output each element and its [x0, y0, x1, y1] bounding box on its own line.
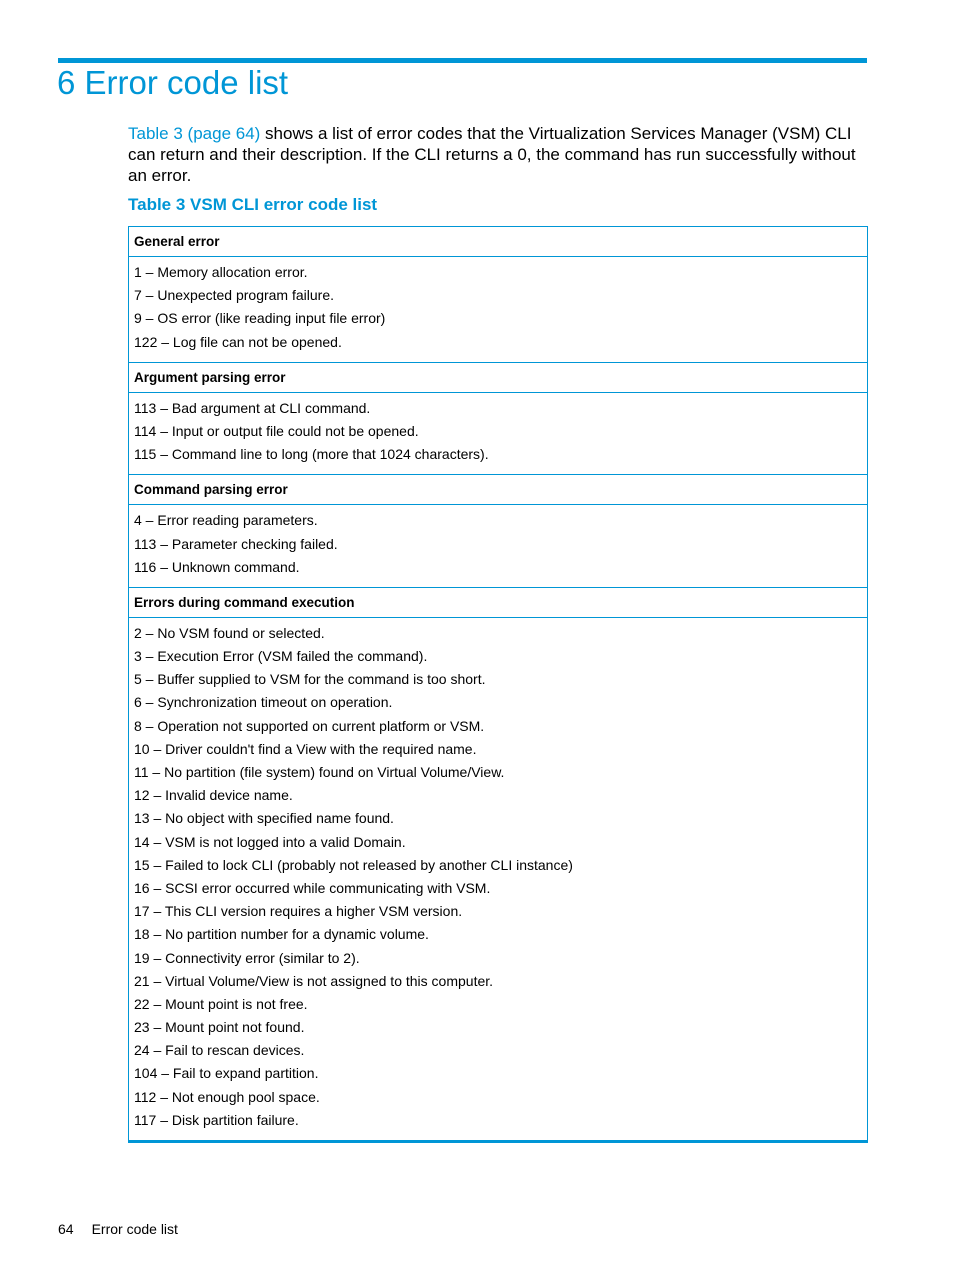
error-code-item: 5 – Buffer supplied to VSM for the command is too short.: [134, 671, 486, 688]
section-body: [129, 257, 868, 363]
section-heading-row: [129, 475, 868, 505]
error-code-item: 113 – Bad argument at CLI command.: [134, 399, 371, 416]
error-code-item: 12 – Invalid device name.: [134, 787, 293, 804]
error-code-item: 116 – Unknown command.: [134, 558, 300, 575]
error-code-table: [128, 226, 868, 1143]
section-heading-row: [129, 227, 868, 257]
table-caption: Table 3 VSM CLI error code list: [128, 195, 378, 214]
error-code-item: 115 – Command line to long (more that 1024 characters).: [134, 446, 489, 463]
error-code-item: 114 – Input or output file could not be opened.: [134, 422, 419, 439]
error-code-item: 17 – This CLI version requires a higher VSM version.: [134, 903, 463, 920]
section-heading: General error: [129, 227, 868, 257]
page-footer: [58, 1221, 178, 1237]
section-heading-row: [129, 362, 868, 392]
error-code-item: 9 – OS error (like reading input file error): [134, 310, 386, 327]
error-code-item: 2 – No VSM found or selected.: [134, 624, 325, 641]
error-code-item: 6 – Synchronization timeout on operation.: [134, 694, 393, 711]
intro-paragraph: [128, 123, 868, 186]
error-code-item: 3 – Execution Error (VSM failed the command).: [134, 648, 428, 665]
section-body: [129, 505, 868, 588]
error-code-item: 8 – Operation not supported on current platform or VSM.: [134, 717, 485, 734]
footer-section-name: Error code list: [91, 1221, 178, 1237]
section-heading-row: [129, 587, 868, 617]
error-code-item: 1 – Memory allocation error.: [134, 264, 308, 280]
section-body: [129, 617, 868, 1141]
section-body-row: [129, 505, 868, 588]
section-heading: Errors during command execution: [129, 587, 868, 617]
section-body-row: [129, 257, 868, 363]
error-code-item: 22 – Mount point is not free.: [134, 995, 308, 1012]
section-heading: Argument parsing error: [129, 362, 868, 392]
table-cross-reference-link[interactable]: Table 3 (page 64): [128, 124, 261, 143]
error-code-item: 11 – No partition (file system) found on Virtual Volume/View.: [134, 764, 505, 780]
section-heading: Command parsing error: [129, 475, 868, 505]
section-body: [129, 392, 868, 475]
error-code-item: 19 – Connectivity error (similar to 2).: [134, 949, 360, 966]
chapter-top-rule: [58, 58, 867, 63]
error-code-item: 113 – Parameter checking failed.: [134, 535, 338, 552]
error-code-item: 13 – No object with specified name found.: [134, 810, 394, 827]
section-body-row: [129, 392, 868, 475]
chapter-title: 6 Error code list: [57, 64, 289, 101]
error-code-item: 7 – Unexpected program failure.: [134, 287, 334, 304]
error-code-item: 24 – Fail to rescan devices.: [134, 1042, 305, 1059]
error-code-item: 15 – Failed to lock CLI (probably not released by another CLI instance): [134, 856, 573, 873]
error-code-item: 23 – Mount point not found.: [134, 1019, 305, 1036]
error-code-item: 18 – No partition number for a dynamic volume.: [134, 926, 429, 943]
error-code-item: 112 – Not enough pool space.: [134, 1088, 320, 1105]
error-code-item: 16 – SCSI error occurred while communicating with VSM.: [134, 879, 491, 896]
section-body-row: [129, 617, 868, 1141]
page-number: 64: [58, 1221, 74, 1237]
intro-text: shows a list of error codes that the Virtualization Services Manager (VSM) CLI can return and their description. If the CLI returns a 0, the command has run successfully without an error.: [128, 124, 856, 185]
error-code-item: 10 – Driver couldn't find a View with the required name.: [134, 740, 477, 757]
error-code-item: 4 – Error reading parameters.: [134, 512, 318, 529]
error-code-item: 117 – Disk partition failure.: [134, 1111, 299, 1128]
error-code-item: 14 – VSM is not logged into a valid Domain.: [134, 833, 406, 850]
error-code-item: 122 – Log file can not be opened.: [134, 333, 342, 350]
error-code-item: 104 – Fail to expand partition.: [134, 1065, 319, 1082]
error-code-item: 21 – Virtual Volume/View is not assigned to this computer.: [134, 972, 494, 989]
